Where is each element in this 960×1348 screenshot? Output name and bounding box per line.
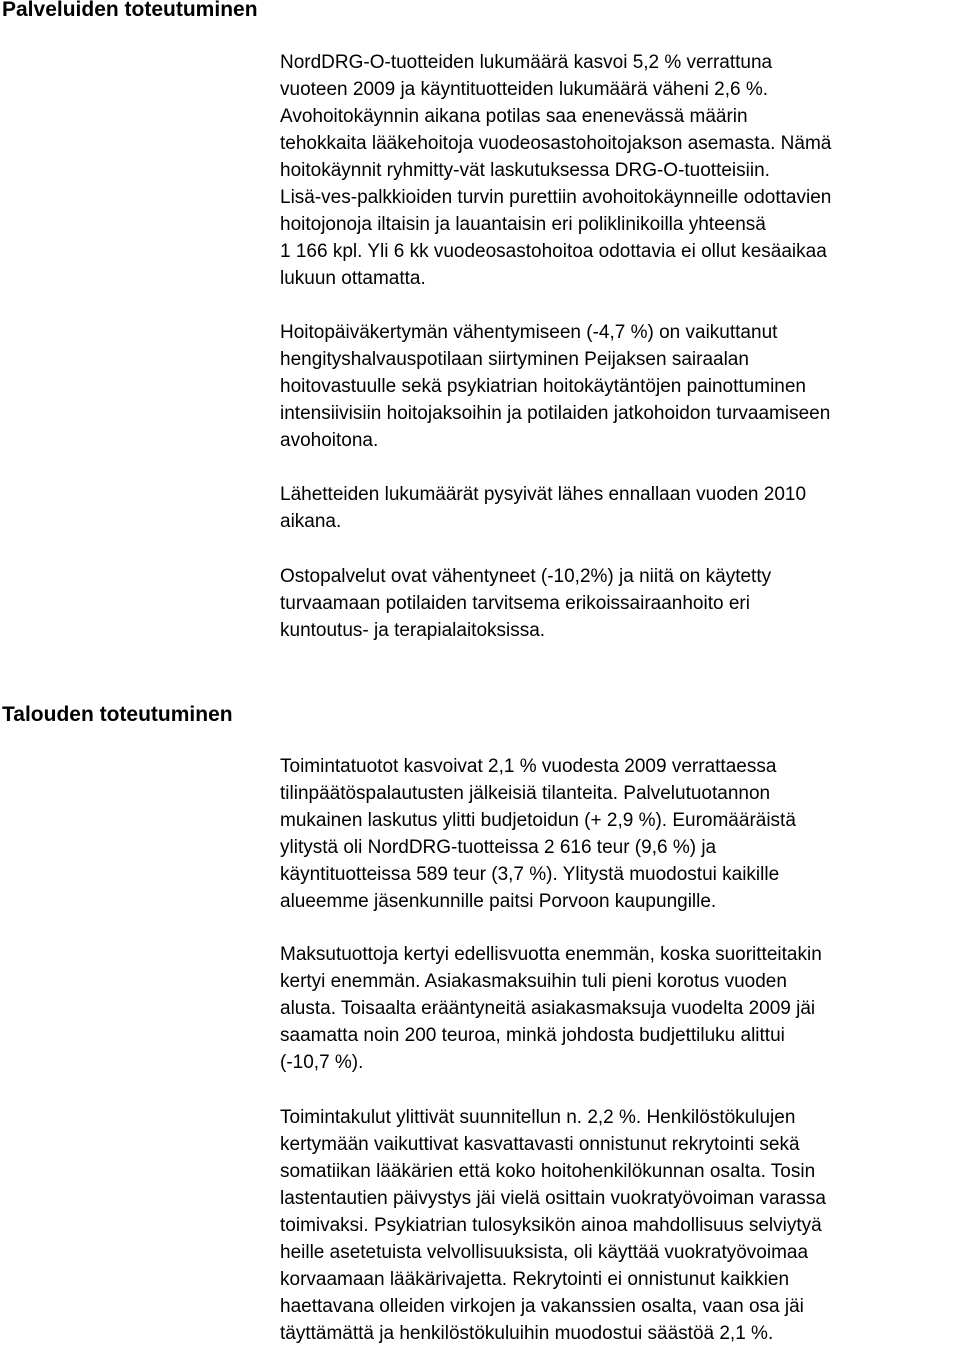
- text-line: alusta. Toisaalta erääntyneitä asiakasmaksuja vuodelta 2009 jäi: [280, 998, 816, 1019]
- text-line: ylitystä oli NordDRG-tuotteissa 2 616 teur (9,6 %) ja: [280, 837, 717, 858]
- text-line: vuoteen 2009 ja käyntituotteiden lukumäärä väheni 2,6 %.: [280, 79, 768, 100]
- paragraph-purchased-services: [280, 563, 952, 644]
- paragraph-care-days: [280, 319, 952, 454]
- text-line: Maksutuottoja kertyi edellisvuotta enemmän, koska suoritteitakin: [280, 944, 822, 965]
- text-line: kertymään vaikuttivat kasvattavasti onnistunut rekrytointi sekä: [280, 1134, 800, 1155]
- section-heading-talouden: Talouden toteutuminen: [2, 703, 233, 726]
- text-line: hoitovastuulle sekä psykiatrian hoitokäytäntöjen painottuminen: [280, 376, 806, 397]
- text-line: Toimintakulut ylittivät suunnitellun n. 2,2 %. Henkilöstökulujen: [280, 1107, 796, 1128]
- text-line: turvaamaan potilaiden tarvitsema erikoissairaanhoito eri: [280, 593, 750, 614]
- text-line: 1 166 kpl. Yli 6 kk vuodeosastohoitoa odottavia ei ollut kesäaikaa: [280, 241, 827, 262]
- text-line: intensiivisiin hoitojaksoihin ja potilaiden jatkohoidon turvaamiseen: [280, 403, 831, 424]
- paragraph-operating-costs: [280, 1104, 952, 1347]
- text-line: lukuun ottamatta.: [280, 268, 426, 289]
- text-line: toimivaksi. Psykiatrian tulosyksikön ainoa mahdollisuus selviytyä: [280, 1215, 822, 1236]
- text-line: heille asetetuista velvollisuuksista, oli käyttää vuokratyövoimaa: [280, 1242, 809, 1263]
- text-line: Hoitopäiväkertymän vähentymiseen (-4,7 %) on vaikuttanut: [280, 322, 778, 343]
- text-line: kuntoutus- ja terapialaitoksissa.: [280, 620, 546, 641]
- paragraph-operating-income: [280, 753, 952, 915]
- text-line: lastentautien päivystys jäi vielä osittain vuokratyövoiman varassa: [280, 1188, 826, 1209]
- text-line: Lähetteiden lukumäärät pysyivät lähes ennallaan vuoden 2010: [280, 484, 807, 505]
- text-line: tehokkaita lääkehoitoja vuodeosastohoitojakson asemasta. Nämä: [280, 133, 832, 154]
- text-line: hoitojonoja iltaisin ja lauantaisin eri poliklinikoilla yhteensä: [280, 214, 766, 235]
- text-line: Lisä-ves-palkkioiden turvin purettiin avohoitokäynneille odottavien: [280, 187, 832, 208]
- text-line: mukainen laskutus ylitti budjetoidun (+ 2,9 %). Euromääräistä: [280, 810, 796, 831]
- text-line: hoitokäynnit ryhmitty-vät laskutuksessa DRG-O-tuotteisiin.: [280, 160, 770, 181]
- text-line: täyttämättä ja henkilöstökuluihin muodostui säästöä 2,1 %.: [280, 1323, 774, 1344]
- text-line: Toimintatuotot kasvoivat 2,1 % vuodesta 2009 verrattaessa: [280, 756, 777, 777]
- section-heading-palveluiden: Palveluiden toteutuminen: [2, 0, 258, 21]
- text-line: haettavana olleiden virkojen ja vakanssien osalta, vaan osa jäi: [280, 1296, 804, 1317]
- paragraph-referrals: [280, 481, 952, 535]
- text-line: Ostopalvelut ovat vähentyneet (-10,2%) ja niitä on käytetty: [280, 566, 772, 587]
- text-line: (-10,7 %).: [280, 1052, 364, 1073]
- text-line: käyntituotteissa 589 teur (3,7 %). Ylitystä muodostui kaikille: [280, 864, 780, 885]
- text-line: avohoitona.: [280, 430, 379, 451]
- text-line: tilinpäätöspalautusten jälkeisiä tilanteita. Palvelutuotannon: [280, 783, 771, 804]
- text-line: Avohoitokäynnin aikana potilas saa enenevässä määrin: [280, 106, 748, 127]
- paragraph-fee-income: [280, 941, 952, 1076]
- text-line: NordDRG-O-tuotteiden lukumäärä kasvoi 5,2 % verrattuna: [280, 52, 773, 73]
- text-line: somatiikan lääkärien että koko hoitohenkilökunnan osalta. Tosin: [280, 1161, 816, 1182]
- paragraph-drg-products: [280, 49, 952, 292]
- text-line: aikana.: [280, 511, 342, 532]
- text-line: saamatta noin 200 teuroa, minkä johdosta budjettiluku alittui: [280, 1025, 785, 1046]
- text-line: kertyi enemmän. Asiakasmaksuihin tuli pieni korotus vuoden: [280, 971, 787, 992]
- text-line: korvaamaan lääkärivajetta. Rekrytointi ei onnistunut kaikkien: [280, 1269, 790, 1290]
- text-line: hengityshalvauspotilaan siirtyminen Peijaksen sairaalan: [280, 349, 749, 370]
- text-line: alueemme jäsenkunnille paitsi Porvoon kaupungille.: [280, 891, 717, 912]
